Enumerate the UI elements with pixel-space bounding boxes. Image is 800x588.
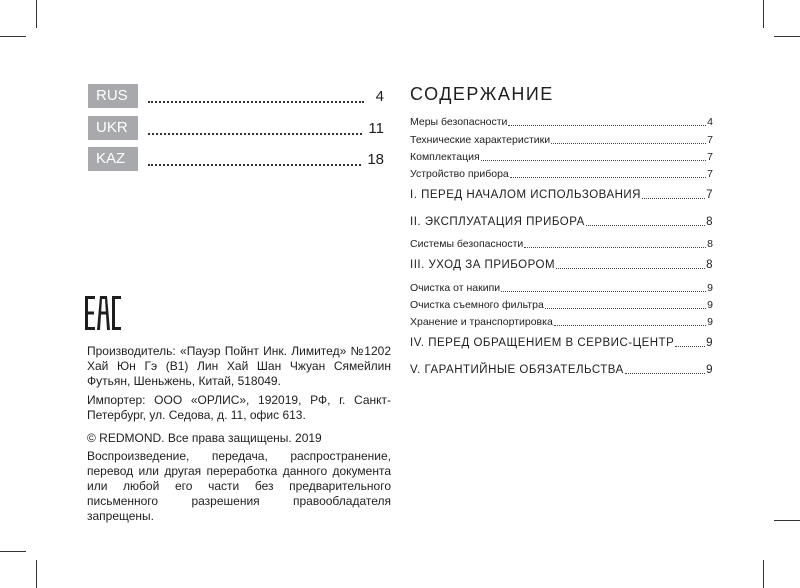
language-index-row[interactable] — [88, 84, 384, 108]
crop-mark — [0, 551, 26, 552]
crop-mark — [0, 36, 26, 37]
toc-section-label: I. ПЕРЕД НАЧАЛОМ ИСПОЛЬЗОВАНИЯ — [410, 189, 641, 201]
toc-item[interactable] — [410, 238, 713, 251]
dot-leader — [148, 148, 361, 166]
toc-section-label: III. УХОД ЗА ПРИБОРОМ — [410, 259, 556, 271]
dot-leader — [148, 85, 364, 103]
dot-leader — [586, 225, 705, 226]
language-code: UKR — [88, 116, 138, 140]
toc-item-label: Меры безопасности — [410, 116, 508, 128]
language-page-number: 4 — [375, 87, 384, 105]
manufacturer-info: Производитель: «Пауэр Пойнт Инк. Лимитед» №1202 Хай Юн Гэ (B1) Лин Хай Шан Чжуан Сямейлин Футьян, Шеньжень, Китай, 518049. — [87, 344, 391, 388]
toc-section-label: IV. ПЕРЕД ОБРАЩЕНИЕМ В СЕРВИС-ЦЕНТР — [410, 337, 675, 349]
dot-leader — [481, 160, 707, 161]
toc-section[interactable] — [410, 337, 713, 350]
toc-item[interactable] — [410, 282, 713, 295]
dot-leader — [508, 125, 706, 126]
toc-section-label: II. ЭКСПЛУАТАЦИЯ ПРИБОРА — [410, 216, 585, 228]
crop-mark — [763, 560, 764, 588]
toc-section-page: 9 — [706, 337, 713, 349]
toc-item[interactable] — [410, 134, 713, 147]
dot-leader — [545, 308, 706, 309]
toc-item-label: Хранение и транспортировка — [410, 316, 553, 328]
language-code: KAZ — [88, 147, 138, 171]
dot-leader — [148, 117, 362, 135]
toc-item-page: 9 — [707, 299, 713, 311]
toc-item-label: Устройство прибора — [410, 168, 509, 180]
toc-section-page: 8 — [706, 259, 713, 271]
toc-item-page: 7 — [707, 168, 713, 180]
toc-item-label: Комплектация — [410, 151, 480, 163]
toc-section-label: V. ГАРАНТИЙНЫЕ ОБЯЗАТЕЛЬСТВА — [410, 364, 624, 376]
toc-item[interactable] — [410, 116, 713, 129]
toc-item-label: Технические характеристики — [410, 134, 551, 146]
toc-item[interactable] — [410, 316, 713, 329]
toc-item-page: 7 — [707, 134, 713, 146]
toc-item[interactable] — [410, 299, 713, 312]
toc-item[interactable] — [410, 151, 713, 164]
dot-leader — [554, 325, 706, 326]
dot-leader — [642, 198, 705, 199]
toc-item-page: 4 — [707, 116, 713, 128]
toc-item-page: 7 — [707, 151, 713, 163]
crop-mark — [36, 560, 37, 588]
toc-item-label: Очистка съемного фильтра — [410, 299, 544, 311]
reproduction-notice: Воспроизведение, передача, распространение, перевод или другая переработка данного документа или любой его части без предварительного письменного разрешения правообладателя запрещены. — [87, 449, 391, 523]
dot-leader — [625, 373, 705, 374]
toc-item-label: Системы безопасности — [410, 238, 524, 250]
copyright-notice: © REDMOND. Все права защищены. 2019 — [87, 431, 322, 445]
toc-section-page: 8 — [706, 216, 713, 228]
crop-mark — [774, 520, 800, 521]
crop-mark — [774, 36, 800, 37]
dot-leader — [675, 346, 705, 347]
dot-leader — [551, 143, 706, 144]
importer-info: Импортер: ООО «ОРЛИС», 192019, РФ, г. Санкт-Петербург, ул. Седова, д. 11, офис 613. — [87, 393, 391, 422]
language-code: RUS — [88, 84, 138, 108]
language-index-row[interactable] — [88, 116, 384, 140]
language-page-number: 18 — [367, 150, 384, 168]
toc-section[interactable] — [410, 216, 713, 229]
toc-item-page: 9 — [707, 282, 713, 294]
language-page-number: 11 — [368, 119, 384, 137]
toc-section[interactable] — [410, 364, 713, 377]
dot-leader — [556, 268, 705, 269]
dot-leader — [501, 291, 706, 292]
toc-item-label: Очистка от накипи — [410, 282, 501, 294]
toc-item-page: 8 — [707, 238, 713, 250]
toc-section[interactable] — [410, 259, 713, 272]
toc-item[interactable] — [410, 168, 713, 181]
crop-mark — [763, 0, 764, 28]
toc-item-page: 9 — [707, 316, 713, 328]
dot-leader — [510, 177, 706, 178]
crop-mark — [36, 0, 37, 28]
toc-section-page: 9 — [706, 364, 713, 376]
dot-leader — [524, 247, 706, 248]
toc-section[interactable] — [410, 189, 713, 202]
toc-section-page: 7 — [706, 189, 713, 201]
eac-certification-logo — [85, 296, 121, 330]
language-index-row[interactable] — [88, 147, 384, 171]
toc-title: СОДЕРЖАНИЕ — [410, 84, 554, 104]
